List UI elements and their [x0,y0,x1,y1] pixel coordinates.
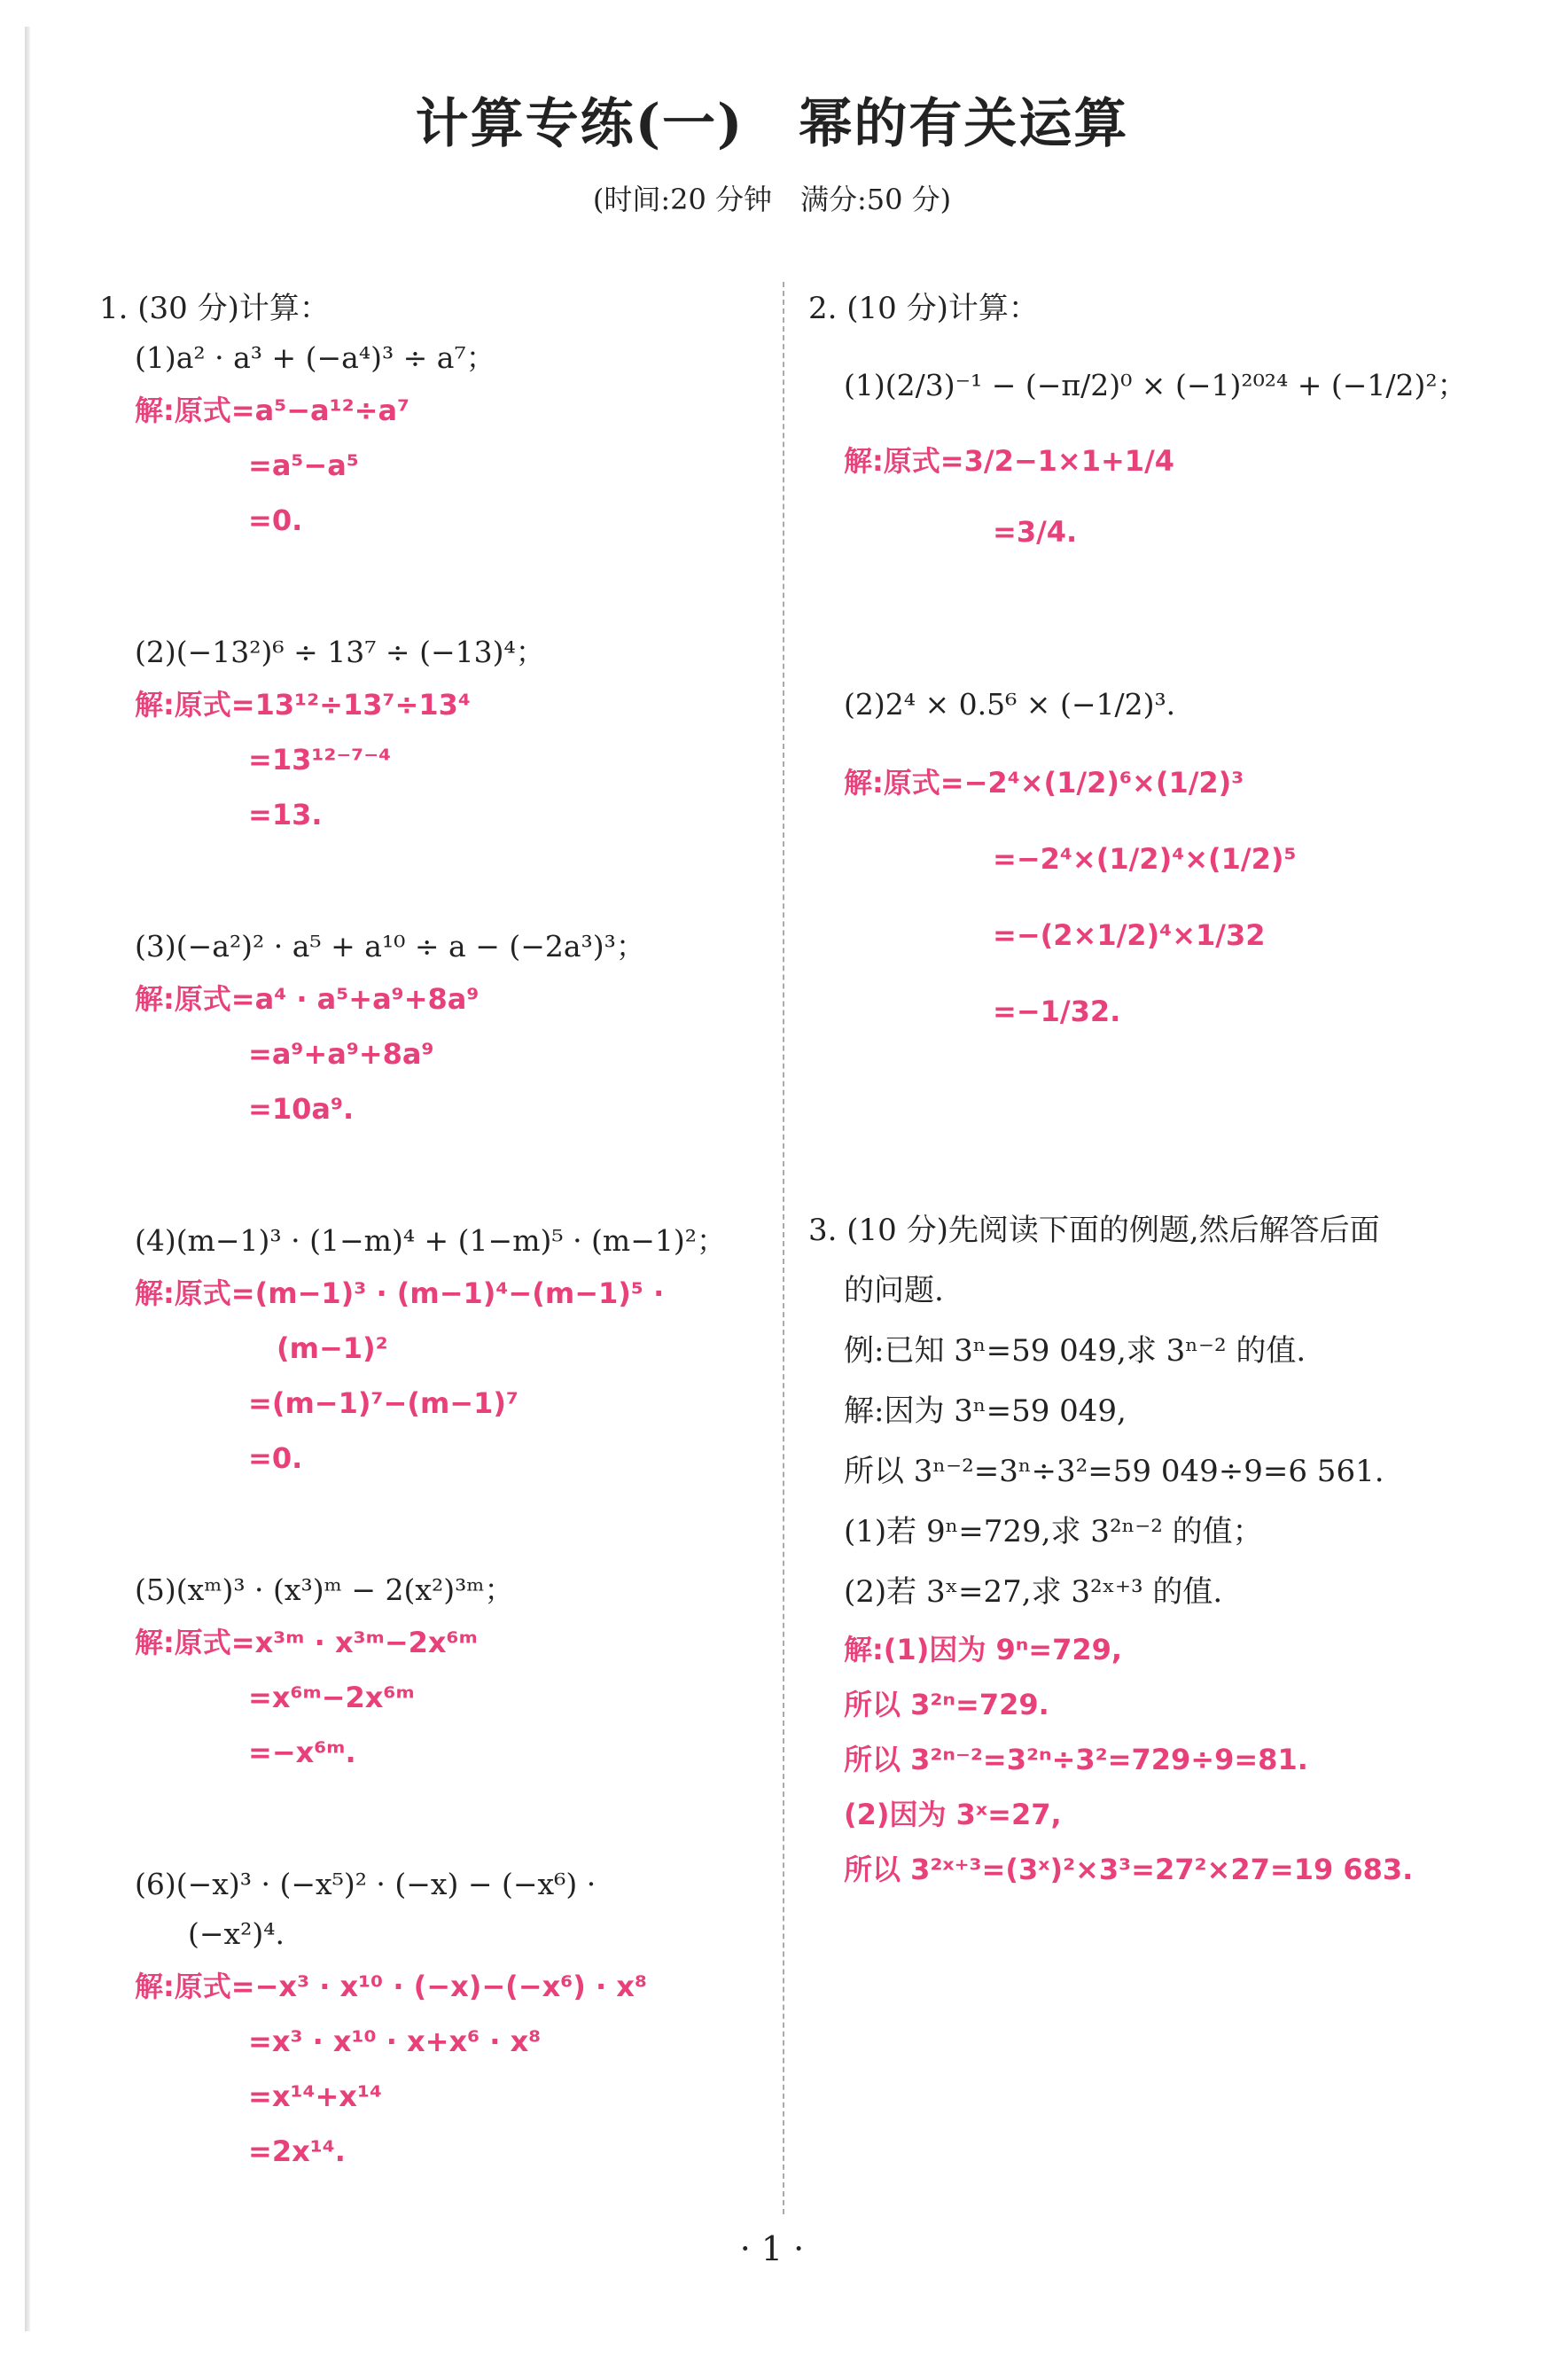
q1-part-3 [99,922,755,1136]
q1-part-5-solution-line: =−x⁶ᵐ. [248,1736,356,1769]
q1-part-4-solution-line: =(m−1)⁷−(m−1)⁷ [248,1386,519,1420]
question-1-header: 1. (30 分)计算： [99,291,330,326]
question-3 [808,1200,1491,1897]
q2-part-2-solution-line: =−(2×1/2)⁴×1/32 [993,918,1266,952]
binding-shadow [25,27,30,2331]
q3-text-line: (1)若 9ⁿ=729,求 3²ⁿ⁻² 的值； [844,1514,1263,1549]
q1-part-4-solution-line: =0. [248,1441,303,1475]
column-divider [783,282,784,2214]
left-column [99,284,755,2179]
q1-part-6-problem: (6)(−x)³ · (−x⁵)² · (−x) − (−x⁶) · [135,1867,597,1901]
q1-part-1-solution-line: =a⁵−a⁵ [248,449,359,482]
q1-part-5-solution-line: 解:原式=x³ᵐ · x³ᵐ−2x⁶ᵐ [135,1626,478,1659]
q1-part-5-solution-line: =x⁶ᵐ−2x⁶ᵐ [248,1681,415,1714]
q1-part-3-problem: (3)(−a²)² · a⁵ + a¹⁰ ÷ a − (−2a³)³； [135,929,645,964]
time-score-note: (时间:20 分钟 满分:50 分) [592,183,952,216]
right-column [808,284,1491,1897]
q1-part-5-problem: (5)(xᵐ)³ · (x³)ᵐ − 2(x²)³ᵐ； [135,1572,514,1607]
q2-part-2-solution-line: 解:原式=−2⁴×(1/2)⁶×(1/2)³ [844,766,1244,800]
q2-part-2-problem: (2)2⁴ × 0.5⁶ × (−1/2)³. [844,687,1176,722]
q3-solution-line: 所以 3²ˣ⁺³=(3ˣ)²×3³=27²×27=19 683. [844,1853,1414,1886]
q1-part-3-solution-line: 解:原式=a⁴ · a⁵+a⁹+8a⁹ [135,982,480,1016]
q1-part-2 [99,628,755,842]
q3-text-line: (2)若 3ˣ=27,求 3²ˣ⁺³ 的值. [844,1574,1223,1610]
q1-part-2-solution-line: =13¹²⁻⁷⁻⁴ [248,743,392,776]
question-3-header: 3. (10 分)先阅读下面的例题,然后解答后面 [808,1213,1380,1248]
q2-part-1-solution-line: 解:原式=3/2−1×1+1/4 [844,444,1175,478]
q3-text-line: 例:已知 3ⁿ=59 049,求 3ⁿ⁻² 的值. [844,1333,1306,1369]
q1-part-4-solution-line: 解:原式=(m−1)³ · (m−1)⁴−(m−1)⁵ · [135,1276,665,1310]
q3-text-line: 所以 3ⁿ⁻²=3ⁿ÷3²=59 049÷9=6 561. [844,1454,1384,1489]
q2-part-2 [808,665,1491,1050]
q1-part-6-problem-continued: (−x²)⁴. [188,1916,285,1951]
page-number: · 1 · [739,2229,805,2268]
q1-part-2-problem: (2)(−13²)⁶ ÷ 13⁷ ÷ (−13)⁴； [135,635,545,669]
q3-solution-line: 解:(1)因为 9ⁿ=729, [844,1633,1123,1666]
q1-part-1 [99,333,755,548]
q1-part-6-solution-line: 解:原式=−x³ · x¹⁰ · (−x)−(−x⁶) · x⁸ [135,1970,647,2003]
page-title: 计算专练(一) 幂的有关运算 [415,93,1129,155]
q2-part-1 [808,346,1491,567]
q2-part-1-solution-line: =3/4. [993,515,1078,549]
q1-part-1-problem: (1)a² · a³ + (−a⁴)³ ÷ a⁷； [135,340,495,375]
q3-text-line: 解:因为 3ⁿ=59 049, [844,1393,1127,1429]
question-3-header-continued: 的问题. [844,1273,944,1308]
q2-part-2-solution-line: =−1/32. [993,995,1121,1028]
q1-part-2-solution-line: 解:原式=13¹²÷13⁷÷13⁴ [135,688,471,722]
q1-part-6-solution-line: =2x¹⁴. [248,2134,346,2168]
q1-part-6-solution-line: =x³ · x¹⁰ · x+x⁶ · x⁸ [248,2025,542,2058]
q1-part-4-solution-line: (m−1)² [277,1331,388,1365]
question-2-header: 2. (10 分)计算： [808,291,1039,326]
q1-part-4-problem: (4)(m−1)³ · (1−m)⁴ + (1−m)⁵ · (m−1)²； [135,1223,726,1258]
q1-part-2-solution-line: =13. [248,798,323,831]
q1-part-3-solution-line: =a⁹+a⁹+8a⁹ [248,1037,434,1071]
q1-part-1-solution-line: 解:原式=a⁵−a¹²÷a⁷ [135,394,410,427]
q1-part-1-solution-line: =0. [248,503,303,537]
q3-solution-line: 所以 3²ⁿ=729. [844,1688,1049,1721]
q3-solution-line: (2)因为 3ˣ=27, [844,1798,1062,1831]
q3-solution-line: 所以 3²ⁿ⁻²=3²ⁿ÷3²=729÷9=81. [844,1743,1308,1776]
q1-part-6 [99,1860,755,2179]
q2-part-2-solution-line: =−2⁴×(1/2)⁴×(1/2)⁵ [993,842,1297,876]
q2-part-1-problem: (1)(2/3)⁻¹ − (−π/2)⁰ × (−1)²⁰²⁴ + (−1/2)²； [844,368,1467,402]
q1-part-5 [99,1565,755,1780]
q1-part-4 [99,1216,755,1486]
q1-part-3-solution-line: =10a⁹. [248,1092,355,1126]
q1-part-6-solution-line: =x¹⁴+x¹⁴ [248,2080,382,2113]
